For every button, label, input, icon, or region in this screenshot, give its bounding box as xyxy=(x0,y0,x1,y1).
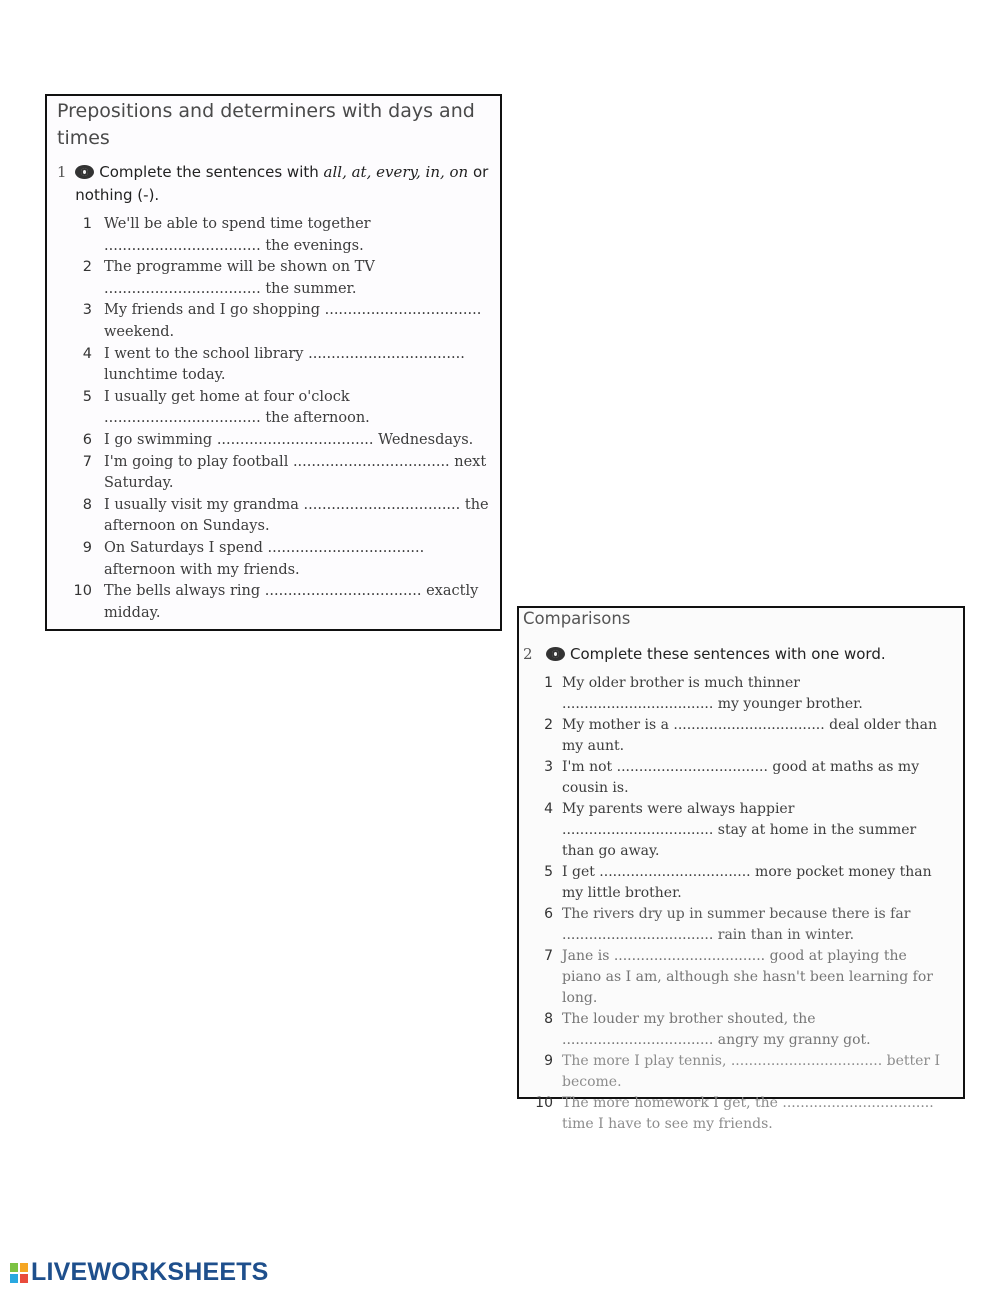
item-text: I usually get home at four o'clock .................................. the afternoon. xyxy=(104,388,370,427)
item-number: 1 xyxy=(544,675,553,691)
exercise-2-title: Comparisons xyxy=(523,609,631,628)
item-number: 7 xyxy=(82,453,92,470)
item-number: 3 xyxy=(544,759,553,775)
exercise-item xyxy=(57,430,500,452)
exercise-2-items xyxy=(519,673,963,1135)
item-number: 4 xyxy=(82,345,92,362)
exercise-2-panel xyxy=(517,606,965,1132)
item-text: My friends and I go shopping .................................. weekend. xyxy=(104,302,482,340)
exercise-item xyxy=(57,214,500,257)
exercise-2-instruction xyxy=(523,643,957,665)
exercise-number: 1 xyxy=(57,163,67,181)
item-number: 10 xyxy=(73,583,92,600)
item-text: On Saturdays I spend .................................. afternoon with my friends. xyxy=(104,539,425,578)
item-number: 6 xyxy=(82,431,92,448)
item-text: The rivers dry up in summer because there is far .................................. rain than in winter. xyxy=(562,906,911,943)
exercise-item xyxy=(57,387,500,430)
logo-text: LIVEWORKSHEETS xyxy=(31,1258,269,1286)
item-number: 8 xyxy=(82,496,92,513)
exercise-item xyxy=(519,799,963,862)
item-number: 9 xyxy=(544,1053,553,1069)
item-text: I go swimming .................................. Wednesdays. xyxy=(104,431,474,448)
instruction-options: all, at, every, in, on xyxy=(323,163,469,181)
item-text: My parents were always happier .................................. stay at home in the summer than go away. xyxy=(562,801,917,859)
exercise-number: 2 xyxy=(523,645,533,663)
item-text: I went to the school library .................................. lunchtime today. xyxy=(104,345,465,384)
item-number: 8 xyxy=(544,1011,553,1027)
item-number: 5 xyxy=(544,864,553,880)
item-number: 2 xyxy=(82,259,92,276)
item-text: The louder my brother shouted, the .................................. angry my granny got. xyxy=(562,1011,871,1048)
exercise-item xyxy=(519,715,963,757)
logo-mark-icon xyxy=(9,1262,29,1284)
exercise-item xyxy=(519,673,963,715)
item-number: 10 xyxy=(535,1095,553,1111)
exercise-1-instruction xyxy=(57,161,492,207)
item-text: I usually visit my grandma .................................. the afternoon on Sundays. xyxy=(104,496,489,535)
item-number: 4 xyxy=(544,801,553,817)
exercise-item xyxy=(57,495,500,538)
item-number: 2 xyxy=(544,717,553,733)
exercise-item xyxy=(519,946,963,1009)
item-number: 6 xyxy=(544,906,553,922)
item-number: 1 xyxy=(82,216,92,232)
exercise-item xyxy=(57,300,500,343)
exercise-1-panel xyxy=(45,94,502,631)
exercise-item xyxy=(57,257,500,300)
exercise-item xyxy=(57,452,500,495)
exercise-1-items xyxy=(57,214,500,624)
eye-icon xyxy=(546,647,565,661)
item-text: My mother is a .................................. deal older than my aunt. xyxy=(562,717,937,754)
exercise-item xyxy=(519,1051,963,1093)
liveworksheets-logo[interactable] xyxy=(9,1258,269,1287)
exercise-item xyxy=(519,1009,963,1051)
exercise-item xyxy=(57,538,500,581)
exercise-item xyxy=(519,1093,963,1135)
item-text: We'll be able to spend time together .................................. the evenings. xyxy=(104,216,371,254)
item-text: I'm going to play football .................................. next Saturday. xyxy=(104,453,487,492)
item-text: My older brother is much thinner .................................. my younger brother. xyxy=(562,675,863,712)
item-number: 9 xyxy=(82,539,92,556)
instruction-text: Complete these sentences with one word. xyxy=(570,645,886,663)
item-text: The more homework I get, the .................................. time I have to see my friends. xyxy=(562,1095,934,1132)
item-number: 3 xyxy=(82,302,92,319)
exercise-item xyxy=(57,581,500,624)
item-text: The programme will be shown on TV .................................. the summer. xyxy=(104,259,375,297)
exercise-item xyxy=(519,862,963,904)
exercise-item xyxy=(57,344,500,387)
exercise-item xyxy=(519,757,963,799)
item-number: 7 xyxy=(544,948,553,964)
instruction-end: or nothing (-). xyxy=(75,163,489,204)
item-text: I get .................................. more pocket money than my little brother. xyxy=(562,864,932,901)
item-number: 5 xyxy=(82,388,92,405)
item-text: The more I play tennis, .................................. better I become. xyxy=(562,1053,941,1090)
item-text: I'm not .................................. good at maths as my cousin is. xyxy=(562,759,920,796)
item-text: The bells always ring .................................. exactly midday. xyxy=(104,583,479,621)
eye-icon xyxy=(75,165,94,179)
item-text: Jane is .................................. good at playing the piano as I am, although she hasn't been learning for long. xyxy=(562,948,933,1006)
exercise-item xyxy=(519,904,963,946)
exercise-1-title: Prepositions and determiners with days and times xyxy=(57,100,475,149)
instruction-start: Complete the sentences with xyxy=(99,163,324,181)
